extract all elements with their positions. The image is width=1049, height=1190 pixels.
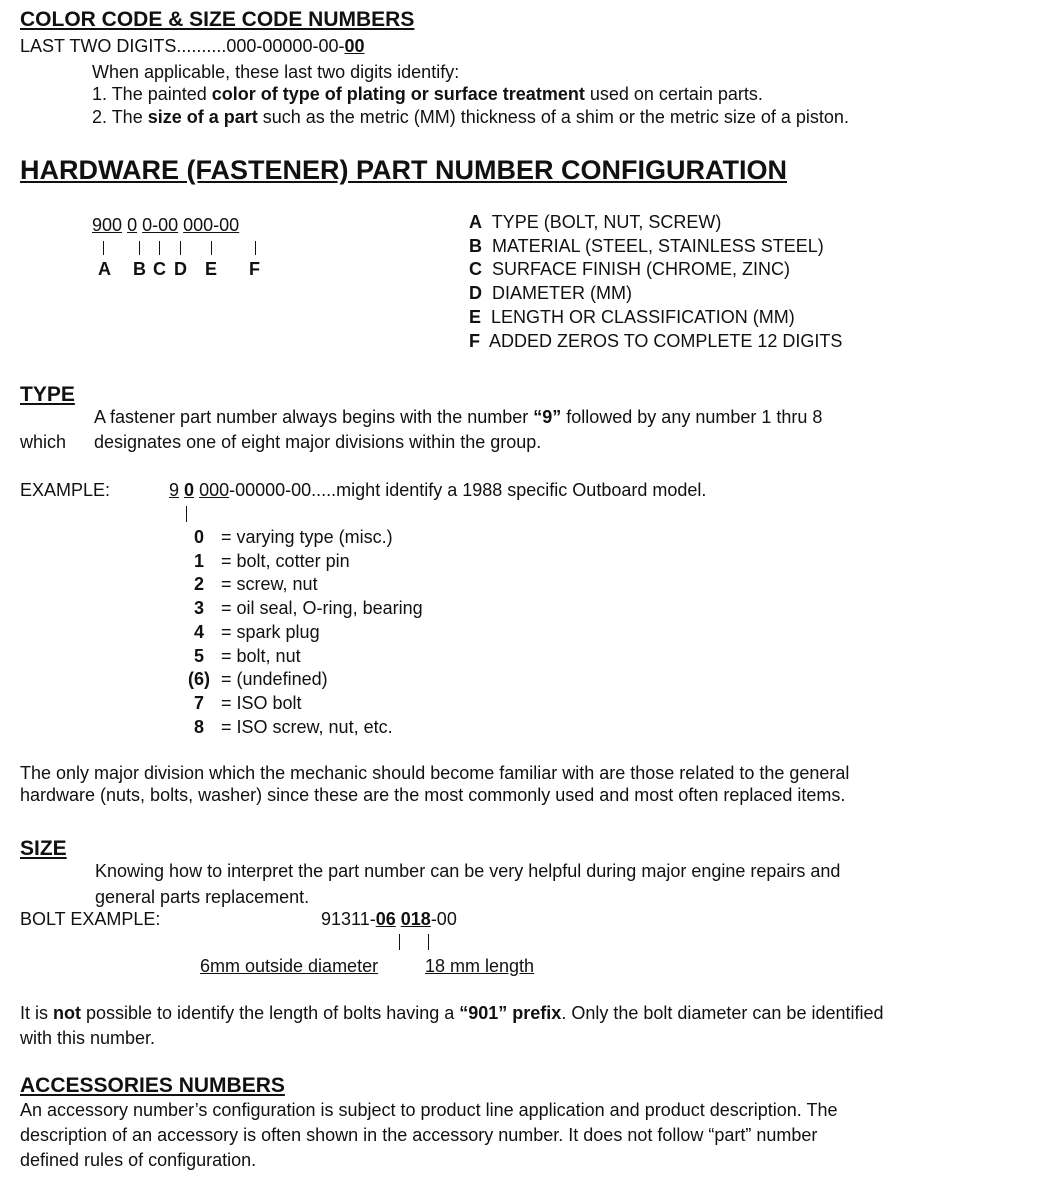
legend-item: B MATERIAL (STEEL, STAINLESS STEEL) <box>469 235 824 256</box>
legend-item: C SURFACE FINISH (CHROME, ZINC) <box>469 259 791 280</box>
marker-d <box>180 241 181 255</box>
accessories-heading: ACCESSORIES NUMBERS <box>20 1074 285 1097</box>
accessories-line-1: An accessory number’s configuration is subject to product line application and product description. The <box>20 1100 838 1120</box>
diameter-marker <box>399 934 400 950</box>
division-item: 7 = ISO bolt <box>193 692 302 713</box>
division-item: 5 = bolt, nut <box>193 645 301 666</box>
marker-c <box>159 241 160 255</box>
letter-e: E <box>205 259 218 279</box>
division-item: 2 = screw, nut <box>193 574 318 595</box>
example-label: EXAMPLE: <box>20 480 111 500</box>
division-item: (6) = (undefined) <box>188 669 328 690</box>
color-code-heading: COLOR CODE & SIZE CODE NUMBERS <box>20 8 415 31</box>
legend-item: E LENGTH OR CLASSIFICATION (MM) <box>469 306 795 327</box>
division-item: 1 = bolt, cotter pin <box>193 550 350 571</box>
hardware-heading: HARDWARE (FASTENER) PART NUMBER CONFIGURATION <box>20 155 787 185</box>
legend-item: A TYPE (BOLT, NUT, SCREW) <box>469 212 722 232</box>
diameter-label: 6mm outside diameter <box>200 956 379 976</box>
size-heading: SIZE <box>20 837 67 860</box>
marker-b <box>139 241 140 255</box>
size-line-1: Knowing how to interpret the part number can be very helpful during major engine repairs and <box>95 861 841 881</box>
last-two-digits-line: LAST TWO DIGITS..........000-00000-00-00 <box>20 36 365 56</box>
length-label: 18 mm length <box>425 956 535 976</box>
type-line-2: designates one of eight major divisions within the group. <box>94 432 542 452</box>
marker-e <box>211 241 212 255</box>
letter-f: F <box>249 259 260 279</box>
example-marker <box>186 506 187 522</box>
type-which: which <box>20 432 67 452</box>
accessories-line-2: description of an accessory is often shown in the accessory number. It does not follow “part” number <box>20 1125 818 1145</box>
color-code-intro: When applicable, these last two digits identify: <box>92 62 460 82</box>
hardware-code: 900 0 0-00 000-00 <box>92 215 240 235</box>
length-marker <box>428 934 429 950</box>
division-item: 4 = spark plug <box>193 621 320 642</box>
letter-c: C <box>153 259 166 279</box>
legend-item: F ADDED ZEROS TO COMPLETE 12 DIGITS <box>469 330 843 351</box>
type-line-1: A fastener part number always begins with the number “9” followed by any number 1 thru 8 <box>94 407 823 427</box>
marker-f <box>255 241 256 255</box>
letter-b: B <box>133 259 146 279</box>
accessories-line-3: defined rules of configuration. <box>20 1150 257 1170</box>
division-item: 0 = varying type (misc.) <box>193 527 393 547</box>
division-list <box>182 526 423 739</box>
type-paragraph-line-1: The only major division which the mechanic should become familiar with are those related to the general <box>20 763 850 783</box>
size-line-2: general parts replacement. <box>95 887 310 907</box>
type-paragraph-line-2: hardware (nuts, bolts, washer) since these are the most commonly used and most often replaced items. <box>20 785 846 805</box>
hardware-legend <box>469 211 842 353</box>
type-heading: TYPE <box>20 383 75 406</box>
bolt-example-code: 91311-06 018-00 <box>321 909 457 929</box>
division-item: 8 = ISO screw, nut, etc. <box>193 716 393 737</box>
color-code-item-1: 1. The painted color of type of plating or surface treatment used on certain parts. <box>92 84 763 104</box>
size-note-line-2: with this number. <box>20 1028 156 1048</box>
bolt-example-label: BOLT EXAMPLE: <box>20 909 161 929</box>
division-item: 3 = oil seal, O-ring, bearing <box>193 598 423 619</box>
letter-a: A <box>98 259 111 279</box>
letter-d: D <box>174 259 187 279</box>
example-code: 9 0 000-00000-00.....might identify a 1988 specific Outboard model. <box>169 480 707 500</box>
legend-item: D DIAMETER (MM) <box>469 283 632 304</box>
marker-a <box>103 241 104 255</box>
color-code-item-2: 2. The size of a part such as the metric (MM) thickness of a shim or the metric size of a piston. <box>92 107 849 127</box>
size-note-line-1: It is not possible to identify the length of bolts having a “901” prefix. Only the bolt diameter can be identified <box>20 1003 884 1023</box>
